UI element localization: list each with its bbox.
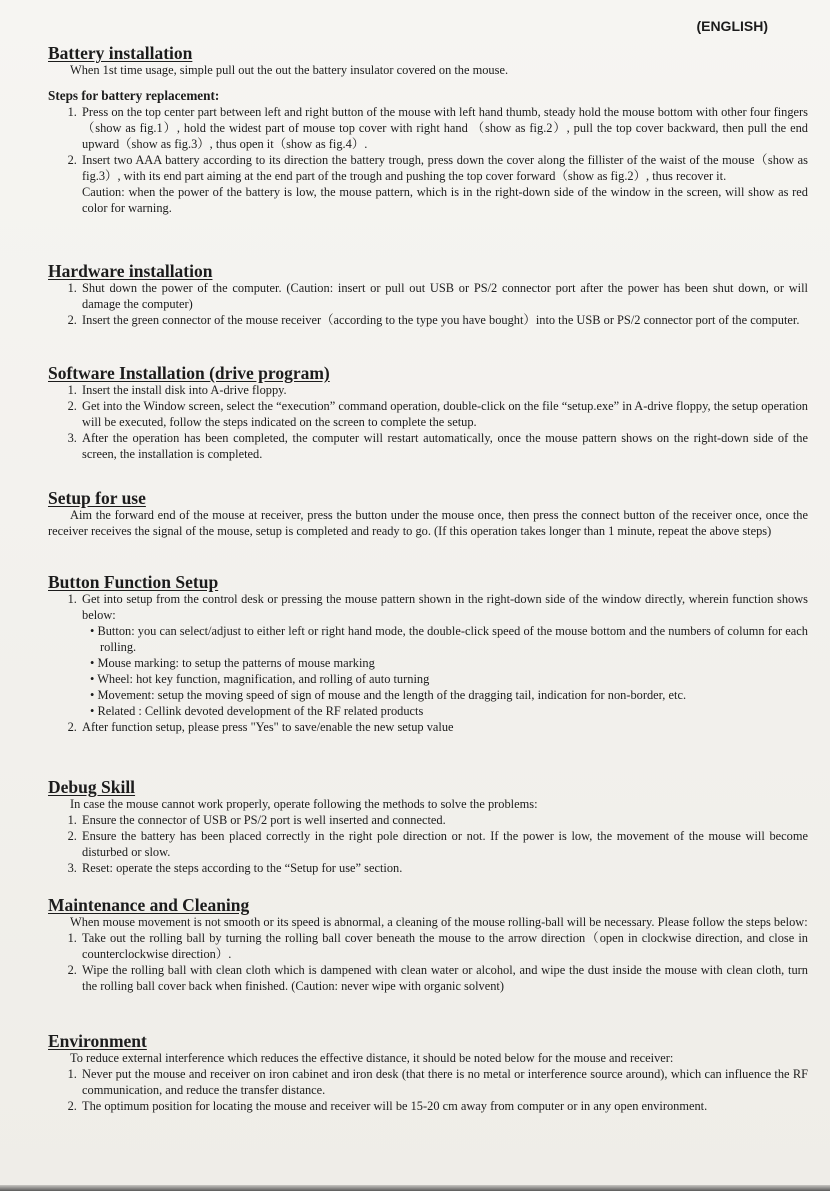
- list-item: 1. Never put the mouse and receiver on iron cabinet and iron desk (that there is no metal or interference source around), which can influence the RF communication, and reduce the transfer distance.: [80, 1066, 808, 1098]
- bullet-item: • Wheel: hot key function, magnification, and rolling of auto turning: [90, 671, 808, 687]
- list-item: 3. After the operation has been completed, the computer will restart automatically, once the mouse pattern shows on the right-down side of the screen, the installation is completed.: [80, 430, 808, 462]
- page-bottom-edge: [0, 1185, 830, 1191]
- bullet-item: • Movement: setup the moving speed of sign of mouse and the length of the dragging tail, indication for non-border, etc.: [90, 687, 808, 703]
- language-label: (ENGLISH): [696, 18, 768, 34]
- section-debug: [48, 778, 808, 876]
- section-hardware: [48, 262, 808, 328]
- battery-steps-title: Steps for battery replacement:: [48, 88, 220, 103]
- debug-title: Debug Skill: [48, 777, 136, 797]
- button-title: Button Function Setup: [48, 572, 219, 592]
- list-item: 2. Wipe the rolling ball with clean cloth which is dampened with clean water or alcohol, and wipe the dust inside the mouse with clean cloth, turn the rolling ball cover back when finished. (Caution: never wipe with organic solvent): [80, 962, 808, 994]
- environment-intro: To reduce external interference which reduces the effective distance, it should be noted below for the mouse and receiver:: [70, 1051, 674, 1065]
- bullet-item: • Related : Cellink devoted development of the RF related products: [90, 703, 808, 719]
- list-item-text: Get into setup from the control desk or pressing the mouse pattern shown in the right-down side of the window directly, wherein function shows below:: [82, 592, 808, 622]
- maintenance-title: Maintenance and Cleaning: [48, 895, 250, 915]
- list-item-text: Insert two AAA battery according to its direction the battery trough, press down the cover along the fillister of the waist of the mouse（show as fig.3）, with its end part aiming at the end part of the trough and pushing the top cover forward（show as fig.2）, thus recover it.: [82, 153, 808, 183]
- bullet-item: • Button: you can select/adjust to either left or right hand mode, the double-click speed of the mouse bottom and the numbers of column for each rolling.: [90, 623, 808, 655]
- battery-caution: Caution: when the power of the battery is low, the mouse pattern, which is in the right-down side of the window in the screen, will show as red color for warning.: [82, 185, 808, 215]
- button-function-bullets: [82, 623, 808, 719]
- software-title: Software Installation (drive program): [48, 363, 330, 383]
- list-item: 2. The optimum position for locating the mouse and receiver will be 15-20 cm away from computer or in any open environment.: [80, 1098, 808, 1114]
- setup-text: Aim the forward end of the mouse at receiver, press the button under the mouse once, then press the connect button of the receiver once, once the receiver receives the signal of the mouse, setup is completed and ready to go. (If this operation takes longer than 1 minute, repeat the above steps): [48, 508, 808, 538]
- list-item: 1. Ensure the connector of USB or PS/2 port is well inserted and connected.: [80, 812, 808, 828]
- button-steps-list: [48, 591, 808, 735]
- list-item: 2. Get into the Window screen, select the “execution” command operation, double-click on the file “setup.exe” in A-drive floppy, the setup operation will be executed, follow the steps indicated on the screen to complete the setup.: [80, 398, 808, 430]
- section-button-function: [48, 573, 808, 735]
- battery-intro: When 1st time usage, simple pull out the out the battery insulator covered on the mouse.: [70, 63, 509, 77]
- list-item: 1. Take out the rolling ball by turning the rolling ball cover beneath the mouse to the arrow direction（open in clockwise direction, and close in counterclockwise direction）.: [80, 930, 808, 962]
- list-item: 2. After function setup, please press "Yes" to save/enable the new setup value: [80, 719, 808, 735]
- debug-intro: In case the mouse cannot work properly, operate following the methods to solve the problems:: [70, 797, 538, 811]
- section-maintenance: [48, 896, 808, 994]
- section-environment: [48, 1032, 808, 1114]
- bullet-item: • Mouse marking: to setup the patterns of mouse marking: [90, 655, 808, 671]
- list-item: 3. Reset: operate the steps according to the “Setup for use” section.: [80, 860, 808, 876]
- list-item: [80, 152, 808, 216]
- environment-title: Environment: [48, 1031, 147, 1051]
- list-item: 1. Shut down the power of the computer. (Caution: insert or pull out USB or PS/2 connector port after the power has been shut down, or will damage the computer): [80, 280, 808, 312]
- list-item: 1. Insert the install disk into A-drive floppy.: [80, 382, 808, 398]
- section-battery: [48, 44, 808, 216]
- hardware-title: Hardware installation: [48, 261, 213, 281]
- software-steps-list: [48, 382, 808, 462]
- battery-title: Battery installation: [48, 43, 193, 63]
- list-item: 1. Press on the top center part between left and right button of the mouse with left hand thumb, steady hold the mouse bottom with other four fingers（show as fig.1）, hold the widest part of mouse top cover with right hand （show as fig.2）, pull the top cover backward, then pull the end upward（show as fig.3）, thus open it（show as fig.4）.: [80, 104, 808, 152]
- section-setup: [48, 489, 808, 539]
- battery-steps-list: [48, 104, 808, 216]
- maintenance-intro: When mouse movement is not smooth or its speed is abnormal, a cleaning of the mouse rolling-ball will be necessary. Please follow the steps below:: [70, 915, 808, 929]
- debug-steps-list: [48, 812, 808, 876]
- hardware-steps-list: [48, 280, 808, 328]
- list-item: [80, 591, 808, 719]
- section-software: [48, 364, 808, 462]
- environment-steps-list: [48, 1066, 808, 1114]
- list-item: 2. Insert the green connector of the mouse receiver（according to the type you have bought）into the USB or PS/2 connector port of the computer.: [80, 312, 808, 328]
- list-item: 2. Ensure the battery has been placed correctly in the right pole direction or not. If the power is low, the movement of the mouse will become disturbed or slow.: [80, 828, 808, 860]
- setup-title: Setup for use: [48, 488, 146, 508]
- maintenance-steps-list: [48, 930, 808, 994]
